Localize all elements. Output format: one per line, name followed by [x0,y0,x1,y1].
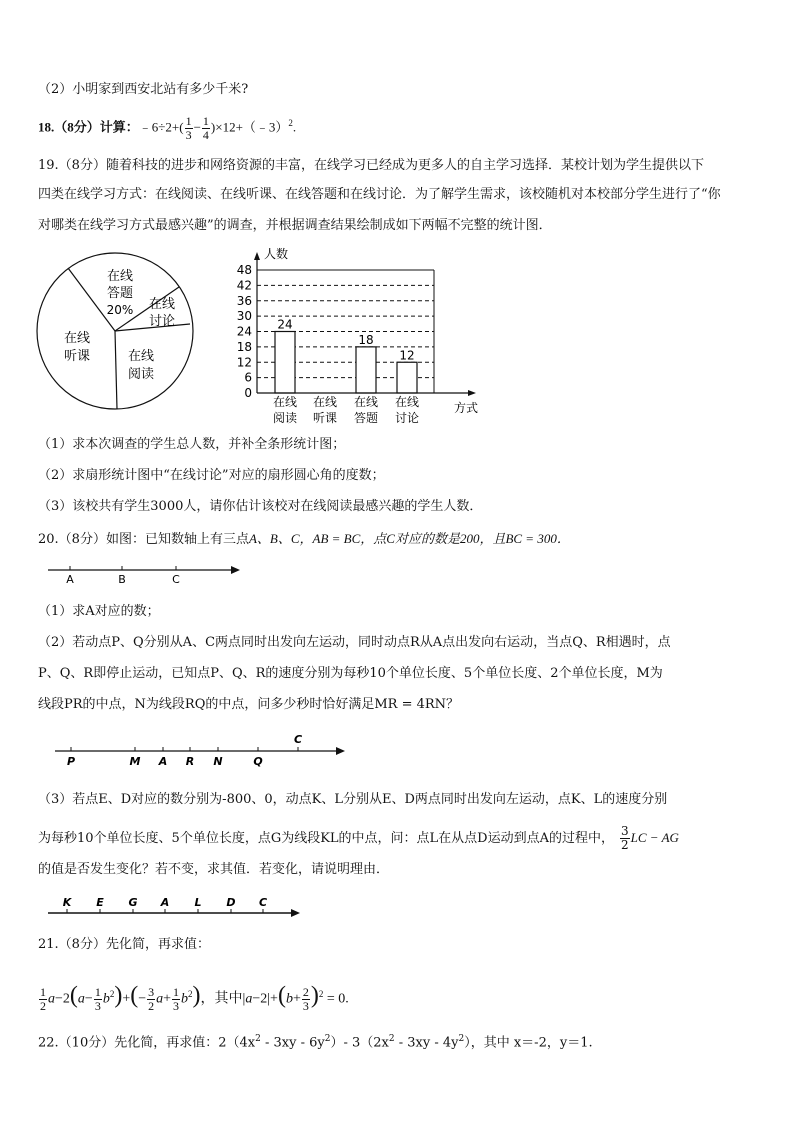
q21-expression: $\frac{1}{2}$ a−2(a− $\frac{1}{3}$ $b^2)+(-$ $\frac{3}{2}$ a+ $\frac{1}{3}$ $b^2$)，其中|a−2|+(b+ $\frac{2}{3}$ )$^2$ = 0. [40,982,349,1013]
q21-condition: ，其中 [200,990,243,1007]
nl1-label-b: B [118,573,126,586]
q20-sub2-line-1: （2）若动点P、Q分别从A、C两点同时出发向左运动，同时动点R从A点出发向右运动，当点Q、R相遇时，点 [38,635,671,650]
category-label-line2: 讨论 [394,411,420,425]
nl3-label-k: K [62,896,72,909]
nl2-label-p: P [66,755,76,768]
category-label-line2: 阅读 [272,411,298,425]
y-tick-label: 24 [236,324,252,339]
nl3-label-e: E [96,896,104,909]
q22-e: ），其中 x＝-2，y＝1. [464,1035,593,1051]
bar-value-label: 12 [399,348,415,363]
q20-sub2-line-3: 线段PR的中点，N为线段RQ的中点，问多少秒时恰好满足MR = 4RN？ [38,697,460,712]
q18-minus: − [193,119,201,135]
q18-expr-b: )×12+（﹣3） [210,119,289,135]
nl2-label-a: A [158,755,168,768]
q18-frac2: $\frac{1}{4}$ [202,113,209,142]
nl2-label-r: R [185,755,195,768]
y-axis-arrow [254,252,260,260]
nl2-label-c: C [293,733,303,746]
y-tick-label: 30 [236,309,252,324]
y-tick-label: 36 [236,293,252,308]
pie-label-listen-2: 听课 [63,349,91,364]
pie-label-read-1: 在线 [127,349,155,364]
y-axis-title: 人数 [264,247,289,261]
bar-4 [397,362,417,393]
q20-sub3-expr: LC − AG [630,830,679,845]
q18-expr-a: ﹣6÷2+( [138,119,184,135]
q20-sub3-frac: $\frac{3}{2}$ [621,824,629,852]
q18-tail: . [292,119,297,135]
category-label-line2: 答题 [353,411,379,425]
y-tick-label: 0 [244,386,252,400]
q22-b: - 3xy - 6y [260,1035,325,1051]
pie-label-discuss-2: 讨论 [148,314,176,329]
nl3-label-a: A [160,896,170,909]
q20-sub3-line-3: 的值是否发生变化？若不变，求其值．若变化，请说明理由． [38,862,390,877]
q19-sub3: （3）该校共有学生3000人，请你估计该校对在线阅读最感兴趣的学生人数． [38,499,483,514]
q19-line-1: 19.（8分）随着科技的进步和网络资源的丰富，在线学习已经成为更多人的自主学习选择．某校计划为学生提供以下 [38,158,704,173]
nl2-label-q: Q [253,755,263,768]
y-tick-label: 48 [236,263,252,277]
q20-sub1: （1）求A对应的数； [38,604,160,619]
q20-cond: A、B、C，AB = BC，点C对应的数是200，且BC = 300． [248,531,570,546]
q19-line-3: 对哪类在线学习方式最感兴趣”的调查，并根据调查结果绘制成如下两幅不完整的统计图． [38,218,552,233]
bar-chart-categories [273,394,419,425]
category-label-line2: 听课 [312,411,338,425]
bar-value-label: 18 [358,332,374,347]
bar-chart-y-ticks [237,263,252,400]
pie-chart [36,252,196,414]
q20-sub3-line-1: （3）若点E、D对应的数分别为-800、0，动点K、L分别从E、D两点同时出发向左运动，点K、L的速度分别 [38,792,668,807]
q20-sub3-line-2-text: 为每秒10个单位长度、5个单位长度，点G为线段KL的中点，问：点L在从点D运动到点A的过程中， [38,831,614,846]
pie-label-answer-2: 答题 [106,286,134,301]
y-tick-label: 18 [236,339,252,354]
category-label-line1: 在线 [272,395,298,409]
y-tick-label: 12 [236,355,252,370]
number-line-3 [48,893,308,921]
pie-label-discuss-1: 在线 [148,297,176,312]
nl1-label-c: C [172,573,180,586]
q19-sub2: （2）求扇形统计图中“在线讨论”对应的扇形圆心角的度数； [38,468,385,483]
pie-label-read-2: 阅读 [127,367,155,382]
q18-exp: 2 [288,118,293,128]
category-label-line1: 在线 [394,395,420,409]
pie-label-answer-pct: 20% [106,303,134,317]
pie-label-answer-1: 在线 [106,269,134,284]
q22-a: 22.（10分）先化简，再求值：2（4x [38,1035,256,1051]
bar-chart [222,244,492,430]
q19-line-2: 四类在线学习方式：在线阅读、在线听课、在线答题和在线讨论．为了解学生需求，该校随机对本校部分学生进行了“你 [38,187,721,202]
number-line-1 [48,564,248,586]
number-line-2 [55,732,355,772]
q21-eq0: = 0. [326,991,349,1007]
nl3-label-g: G [128,896,138,909]
nl1-label-a: A [66,573,74,586]
q20-sub2-line-2: P、Q、R即停止运动，已知点P、Q、R的速度分别为每秒10个单位长度、5个单位长度、2个单位长度，M为 [38,666,663,681]
bar-value-label: 24 [277,317,293,332]
x-axis-arrow [468,390,476,396]
category-label-line1: 在线 [353,395,379,409]
bar-1 [275,332,295,394]
q20-head: 20.（8分）如图：已知数轴上有三点 [38,532,249,547]
q18-head: 18.（8分）计算： [38,119,139,135]
q18-frac1: $\frac{1}{3}$ [185,113,192,142]
nl3-label-c: C [258,896,268,909]
pie-label-listen-1: 在线 [63,331,91,346]
q20-sub3-line-2 [38,825,679,852]
q19-sub1: （1）求本次调查的学生总人数，并补全条形统计图； [38,437,346,452]
q20-line-1 [38,530,570,549]
y-tick-label: 42 [236,278,252,293]
q22: 22.（10分）先化简，再求值：$2(4x^2 - 3xy - 6y^2)-$ $3(2x^2 - 3xy - 4y^2)$，其中 x＝-2，y＝1. [38,1034,593,1051]
bar-3 [356,347,376,393]
nl3-label-l: L [194,896,202,909]
nl2-label-n: N [213,755,223,768]
q22-c: ）- 3（2x [330,1035,389,1051]
x-axis-title: 方式 [454,401,479,415]
q21-head: 21.（8分）先化简，再求值： [38,937,210,952]
category-label-line1: 在线 [312,395,338,409]
q22-d: - 3xy - 4y [394,1035,459,1051]
nl2-label-m: M [129,755,141,768]
bar-chart-bars [275,318,417,394]
q17-part2: （2）小明家到西安北站有多少千米? [38,82,249,97]
q18 [38,114,296,142]
nl3-label-d: D [226,896,236,909]
y-tick-label: 6 [244,370,252,385]
